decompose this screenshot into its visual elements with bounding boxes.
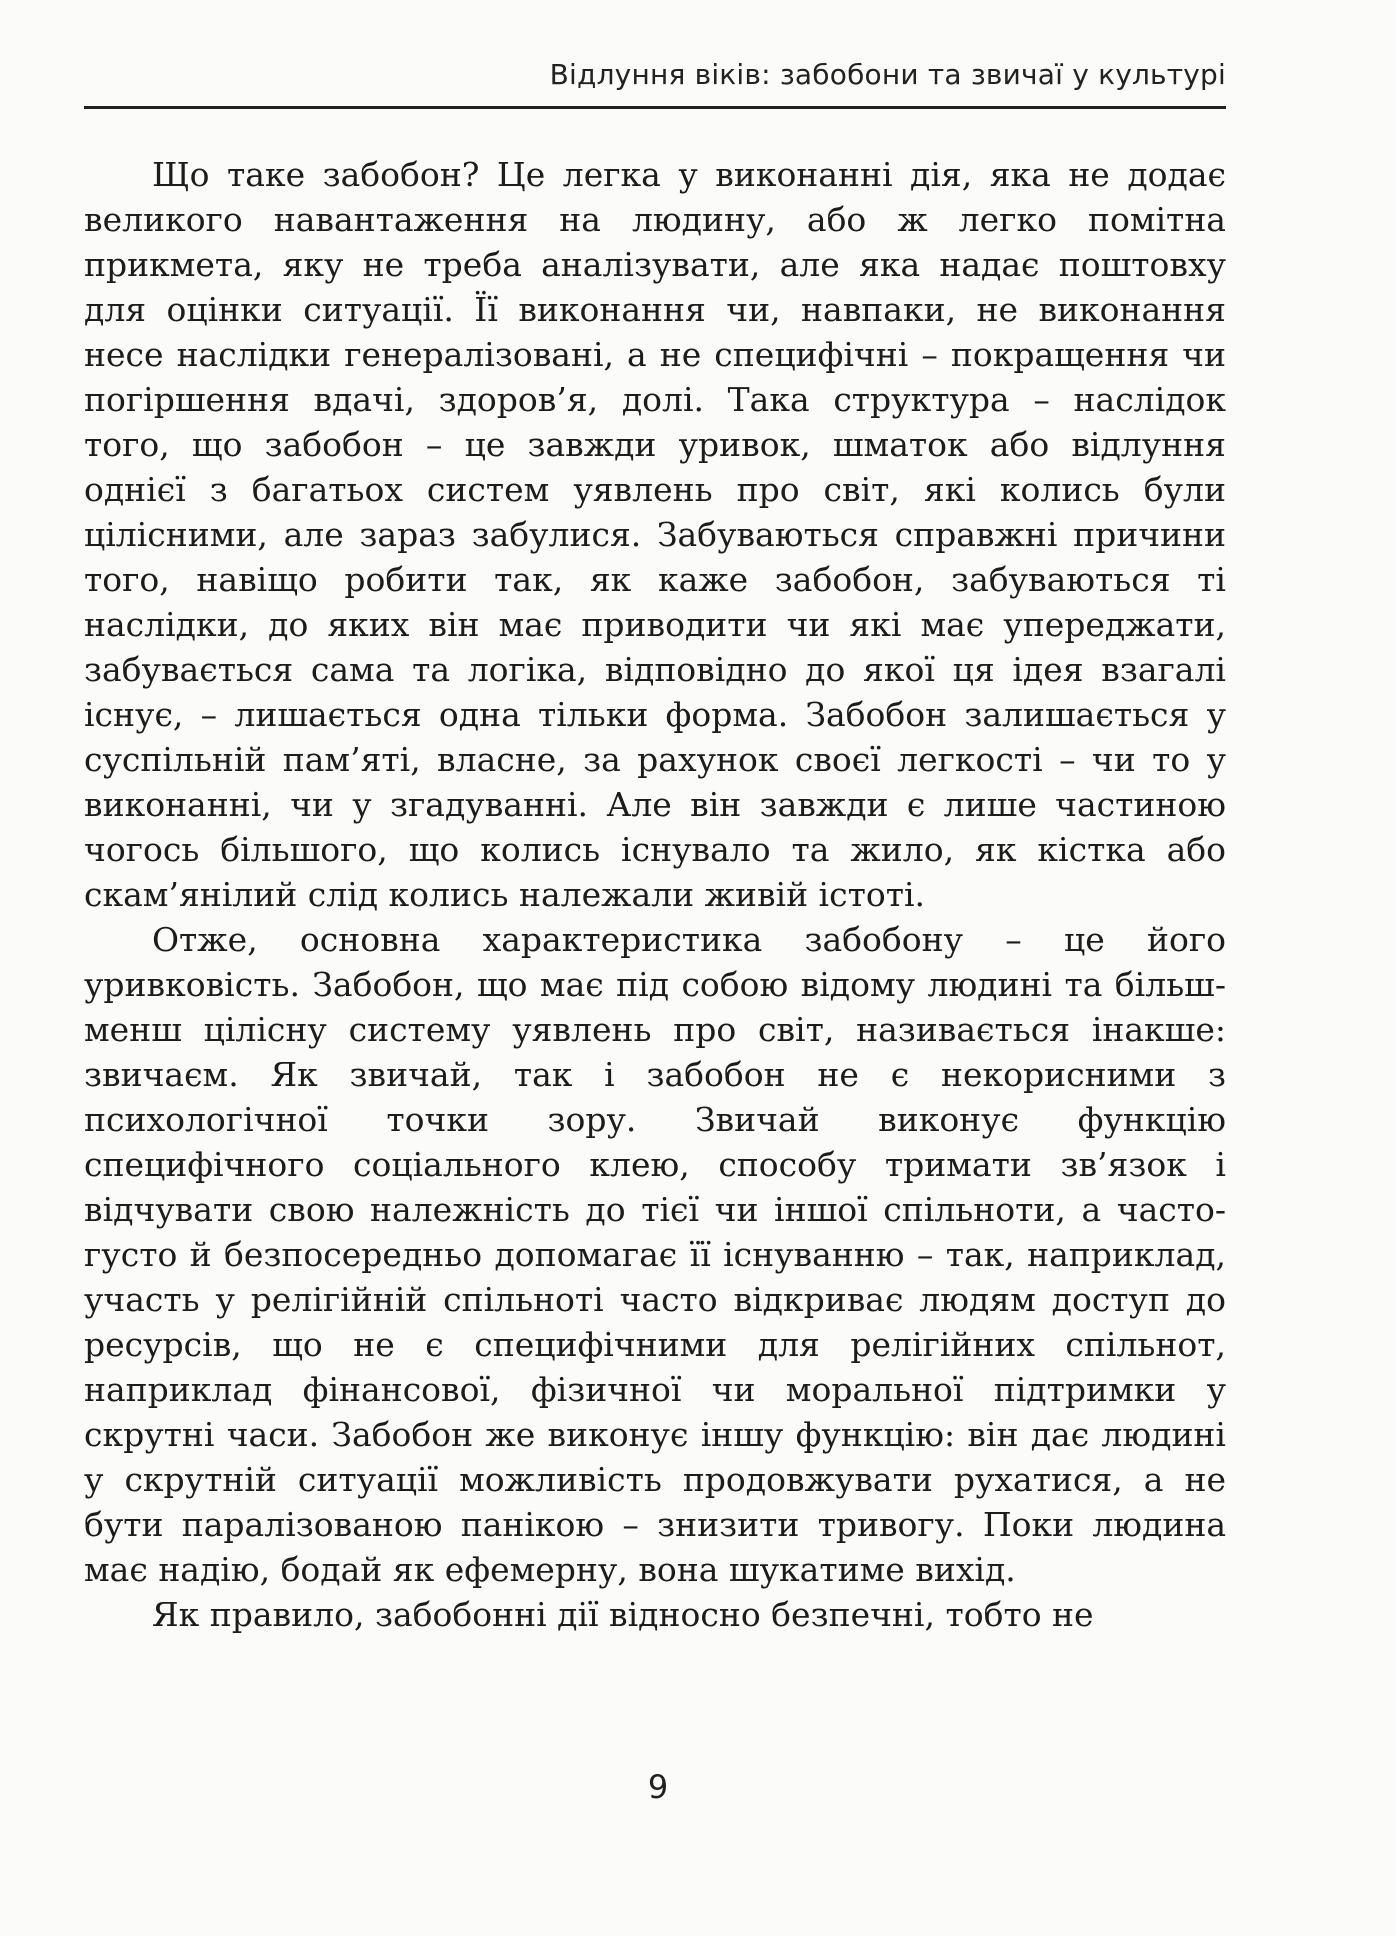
body-text [84,152,1226,1637]
running-header: Відлуння віків: забобони та звичаї у культурі [549,58,1226,91]
page-number: 9 [647,1768,669,1806]
header-rule [84,106,1226,109]
paragraph: Що таке забобон? Це легка у виконанні дія, яка не додає великого навантаження на людину, або ж легко помітна прикмета, яку не треба аналізувати, але яка надає поштовху для оцінки ситуації. Її виконання чи, навпаки, не виконання несе наслідки генералізовані, а не специфічні – покращення чи погіршення вдачі, здоров’я, долі. Така структура – наслідок того, що забобон – це завжди уривок, шматок або відлуння однієї з багатьох систем уявлень про світ, які колись були цілісними, але зараз забулися. Забуваються справжні причини того, навіщо робити так, як каже забобон, забуваються ті наслідки, до яких він має приводити чи які має упереджати, забувається сама та логіка, відповідно до якої ця ідея взагалі існує, – лишається одна тільки форма. Забобон залишається у суспільній пам’яті, власне, за рахунок своєї легкості – чи то у виконанні, чи у згадуванні. Але він завжди є лише частиною чогось більшого, що колись існувало та жило, як кістка або скам’янілий слід колись належали живій істоті. [84,155,1226,914]
page-number-container [0,1768,1396,1806]
paragraph: Як правило, забобонні дії відносно безпечні, тобто не [152,1595,1094,1634]
paragraph: Отже, основна характеристика забобону – це його уривковість. Забобон, що має під собою відому людині та більш-менш цілісну систему уявлень про світ, називається інакше: звичаєм. Як звичай, так і забобон не є некорисними з психологічної точки зору. Звичай виконує функцію специфічного соціального клею, способу тримати зв’язок і відчувати свою належність до тієї чи іншої спільноти, а часто-густо й безпосередньо допомагає її існуванню – так, наприклад, участь у релігійній спільноті часто відкриває людям доступ до ресурсів, що не є специфічними для релігійних спільнот, наприклад фінансової, фізичної чи моральної підтримки у скрутні часи. Забобон же виконує іншу функцію: він дає людині у скрутній ситуації можливість продовжувати рухатися, а не бути паралізованою панікою – знизити тривогу. Поки людина має надію, бодай як ефемерну, вона шукатиме вихід. [84,920,1226,1589]
